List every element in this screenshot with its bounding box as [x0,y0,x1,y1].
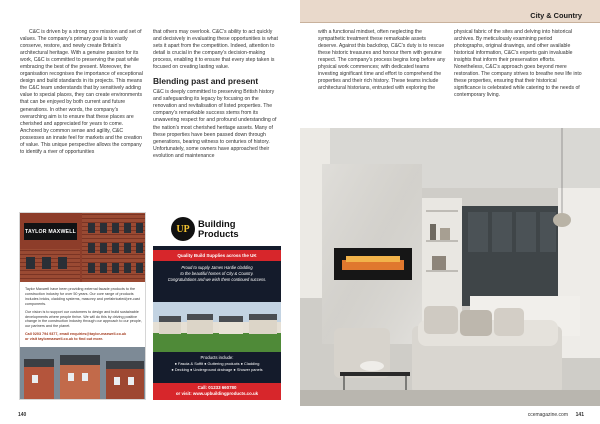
intro-line: Proud to supply James Hardie cladding [181,265,253,270]
tagline-strip: Quality Build Supplies across the UK [153,250,281,261]
body-paragraph: physical fabric of the sites and delving into historical archives. By meticulously examining period photographs, original drawings, and other available historical information, C&C’s experts gain invaluable insights that inform their preservation efforts. Nonetheless, C&C’s approach goes beyond mere restoration. The company strives to breathe new life into these properties, ensuring that their historical significance is celebrated while catering to the needs of contemporary living. [454,29,582,99]
advert-copy [25,287,142,342]
development-photo [153,302,281,352]
right-column-2 [454,29,583,99]
section-header-bar [300,0,600,23]
product-list-heading: Products include: [200,355,234,360]
product-list [153,355,281,372]
website-footer[interactable]: ccemagazine.com [527,412,568,418]
body-paragraph: that others may overlook. C&C’s ability to act quickly and decisively in evaluating these opportunities is what sets it apart from the competition. Indeed, attention to detail is crucial in the company’s decision-making process, enabling it to ensure that every step taken is focused on creating lasting value. [153,29,278,71]
up-building-products-advert[interactable] [153,212,281,400]
taylor-maxwell-logo: TAYLOR MAXWELL [24,223,77,240]
call-to-action[interactable] [153,383,281,400]
housing-development-image [20,347,146,400]
section-divider [300,22,600,23]
left-column-2 [153,29,280,160]
website-link[interactable]: or visit: www.upbuildingproducts.co.uk [175,391,259,396]
intro-line: to the beautiful homes of City & Country. [180,270,254,276]
subheading: Blending past and present [153,76,259,87]
up-logo-icon: UP [171,217,195,241]
phone-number[interactable]: Call: 01233 660780 [197,385,237,390]
living-room-illustration [300,128,600,406]
advert-paragraph: Taylor Maxwell have been providing external facade products to the construction industry for over 50 years. Our core range of products includes bricks, cladding systems, masonry and prefabricated/pre-cast components. [25,287,140,306]
brand-name-line: Products [198,228,239,239]
body-paragraph: C&C is driven by a strong core mission and set of values. The company’s primary goal is to vastly conserve, restore, and newly create Britain’s architectural heritage. With a genuine passion for its work, C&C is committed to preserving the past while embracing the best of the present. Moreover, the organisation recognises the importance of exceptional design and build standards in its projects. This means the C&C team understands that by sensitively adding value to special places, they can create environments that can be enjoyed by both current and future generations. In other words, the company’s overarching aim is to ensure that these places are cherished and appreciated for years to come. Anchored by common sense and agility, C&C possesses an innate feel for markets and the creation of value. This unique perspective allows the company to identify a river of opportunities [20,29,143,155]
advert-paragraph: Our vision is to support our customers to design and build sustainable developments where people thrive. We will do this by driving positive change in the construction industry through our approach to our people, our partners and the planet. [25,309,142,329]
product-list-line: ● Fascia & Soffit ● Guttering products ● Cladding [174,361,260,367]
product-list-line: ● Decking ● Underground drainage ● Shower panels [171,366,263,372]
body-paragraph: C&C is deeply committed to preserving British history and safeguarding its legacy by focusing on the renovation and revitalisation of listed properties. The company’s remarkable success stems from its unwavering respect for and profound understanding of the nation’s most cherished heritage assets. Many of these properties have been passed down through generations, bearing witness to centuries of history. Unfortunately, some owners have approached their evolution and maintenance [153,89,277,159]
intro-line: Congratulations and we wish them continued success. [167,276,267,282]
interior-living-room-photo [300,128,600,406]
body-paragraph: with a functional mindset, often neglecting the sympathetic treatment these remarkable assets deserve. Against this backdrop, C&C’s duty is to rescue these historic treasures and honour them with genuine respect. The company’s process begins long before any physical work commences; with dedicated teams investing significant time and effort to comprehend the properties and their rich history. These teams include architectural historians, entrusted with exploring the [318,29,446,92]
page-number-left: 140 [18,412,27,418]
advert-intro [159,265,275,282]
brand-name [198,219,278,239]
left-column-1 [20,29,144,156]
page-number-right: 141 [575,412,584,418]
taylor-maxwell-advert[interactable] [19,212,146,400]
contact-line[interactable]: Call 0203 794 9377, email enquiries@taylor-maxwell.co.uk [25,332,127,337]
advert-header [153,212,281,246]
section-title: City & Country [530,11,582,20]
right-column-1 [318,29,446,92]
website-link[interactable]: or visit taylormaxwell.co.uk to find out more. [25,337,104,342]
brand-name-line: Building [198,218,236,229]
